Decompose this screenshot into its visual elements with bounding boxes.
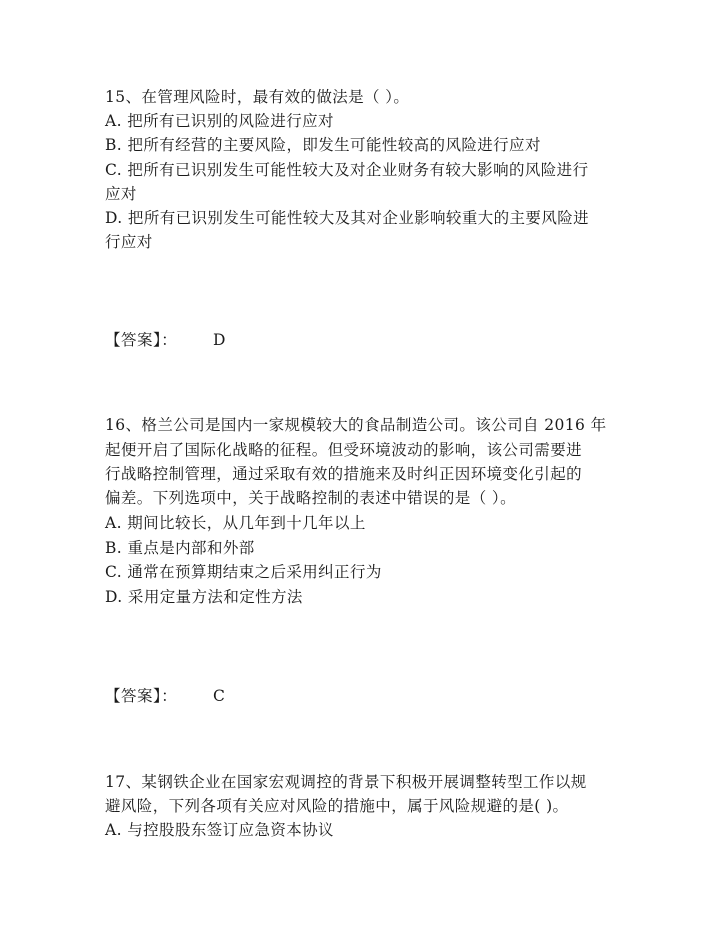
question-17-stem-line-2: 避风险，下列各项有关应对风险的措施中，属于风险规避的是( )。	[105, 797, 569, 815]
question-16-option-c: C. 通常在预算期结束之后采用纠正行为	[105, 563, 382, 581]
question-15-option-d: D. 把所有已识别发生可能性较大及其对企业影响较重大的主要风险进	[105, 209, 590, 227]
answer-label: 【答案】：	[105, 687, 178, 705]
question-16-stem-line-2: 起便开启了国际化战略的征程。但受环境波动的影响，该公司需要进	[105, 441, 583, 459]
question-16-stem-line-1: 16、格兰公司是国内一家规模较大的食品制造公司。该公司自 2016 年	[105, 416, 607, 434]
question-17-stem-line-1: 17、某钢铁企业在国家宏观调控的背景下积极开展调整转型工作以规	[105, 773, 587, 791]
question-15-option-b: B. 把所有经营的主要风险，即发生可能性较高的风险进行应对	[105, 136, 541, 154]
question-16-option-a: A. 期间比较长，从几年到十几年以上	[105, 514, 366, 532]
answer-label: 【答案】：	[105, 331, 178, 349]
question-16-answer	[105, 686, 225, 706]
question-15-option-a: A. 把所有已识别的风险进行应对	[105, 112, 334, 130]
question-15-option-c-cont: 应对	[105, 185, 137, 203]
question-16-option-b: B. 重点是内部和外部	[105, 539, 255, 557]
question-15-option-c: C. 把所有已识别发生可能性较大及对企业财务有较大影响的风险进行	[105, 161, 589, 179]
question-16-stem-line-3: 行战略控制管理，通过采取有效的措施来及时纠正因环境变化引起的	[105, 465, 583, 483]
answer-value: D	[213, 331, 226, 349]
question-16-option-d: D. 采用定量方法和定性方法	[105, 588, 303, 606]
question-16-stem-line-4: 偏差。下列选项中，关于战略控制的表述中错误的是（ ）。	[105, 489, 516, 507]
question-15-answer	[105, 330, 226, 350]
answer-value: C	[213, 687, 225, 705]
question-15-option-d-cont: 行应对	[105, 233, 153, 251]
question-15-stem: 15、在管理风险时，最有效的做法是（ ）。	[105, 88, 410, 106]
question-17-option-a: A. 与控股股东签订应急资本协议	[105, 821, 334, 839]
